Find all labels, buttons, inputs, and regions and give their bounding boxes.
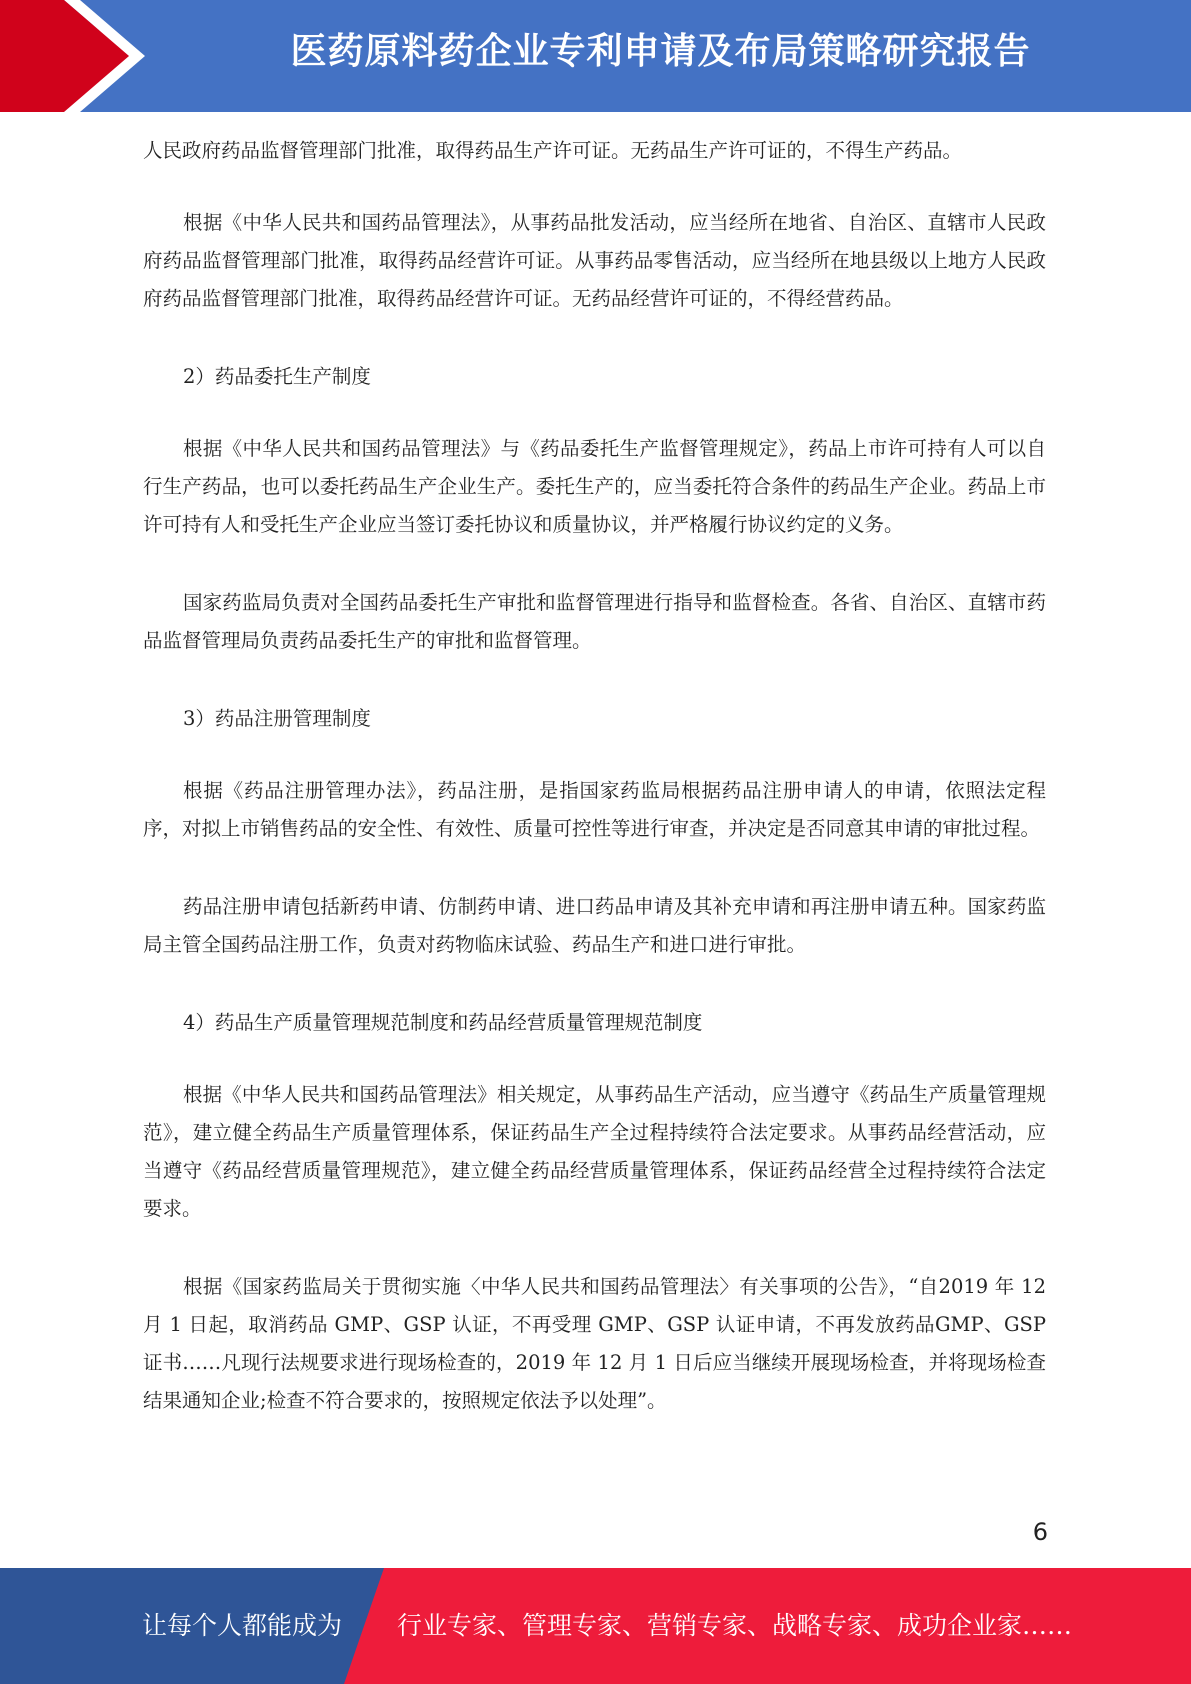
paragraph: 根据《中华人民共和国药品管理法》相关规定，从事药品生产活动，应当遵守《药品生产质量管理规范》，建立健全药品生产质量管理体系，保证药品生产全过程持续符合法定要求。从事药品经营活动，应当遵守《药品经营质量管理规范》，建立健全药品经营质量管理体系，保证药品经营全过程持续符合法定要求。 [143,1083,1046,1220]
paragraph: 药品注册申请包括新药申请、仿制药申请、进口药品申请及其补充申请和再注册申请五种。国家药监局主管全国药品注册工作，负责对药物临床试验、药品生产和进口进行审批。 [143,895,1046,956]
section-heading: 4）药品生产质量管理规范制度和药品经营质量管理规范制度 [183,1011,703,1034]
paragraph: 根据《药品注册管理办法》，药品注册，是指国家药监局根据药品注册申请人的申请，依照法定程序，对拟上市销售药品的安全性、有效性、质量可控性等进行审查，并决定是否同意其申请的审批过程。 [143,779,1046,840]
section-heading: 3）药品注册管理制度 [183,707,371,730]
document-title: 医药原料药企业专利申请及布局策略研究报告 [290,31,1031,72]
paragraph: 根据《国家药监局关于贯彻实施〈中华人民共和国药品管理法〉有关事项的公告》，“自2019 年 12 月 1 日起，取消药品 GMP、GSP 认证，不再受理 GMP、GSP 认证申请，不再发放药品GMP、GSP 证书……凡现行法规要求进行现场检查的，2019 年 12 月 1 日后应当继续开展现场检查，并将现场检查结果通知企业;检查不符合要求的，按照规定依法予以处理”。 [143,1275,1046,1412]
page-number: 6 [1032,1518,1048,1546]
paragraph: 根据《中华人民共和国药品管理法》与《药品委托生产监督管理规定》，药品上市许可持有人可以自行生产药品，也可以委托药品生产企业生产。委托生产的，应当委托符合条件的药品生产企业。药品上市许可持有人和受托生产企业应当签订委托协议和质量协议，并严格履行协议约定的义务。 [143,437,1046,536]
paragraph: 根据《中华人民共和国药品管理法》，从事药品批发活动，应当经所在地省、自治区、直辖市人民政府药品监督管理部门批准，取得药品经营许可证。从事药品零售活动，应当经所在地县级以上地方人民政府药品监督管理部门批准，取得药品经营许可证。无药品经营许可证的，不得经营药品。 [143,211,1046,310]
section-heading: 2）药品委托生产制度 [183,365,371,388]
paragraph: 人民政府药品监督管理部门批准，取得药品生产许可证。无药品生产许可证的，不得生产药品。 [143,139,963,162]
page-footer [0,1568,1191,1684]
page-header [0,0,1191,112]
footer-slogan-left: 让每个人都能成为 [142,1611,343,1640]
footer-slogan-right: 行业专家、管理专家、营销专家、战略专家、成功企业家…… [397,1611,1073,1640]
document-body [143,132,1046,1460]
paragraph: 国家药监局负责对全国药品委托生产审批和监督管理进行指导和监督检查。各省、自治区、直辖市药品监督管理局负责药品委托生产的审批和监督管理。 [143,591,1046,652]
